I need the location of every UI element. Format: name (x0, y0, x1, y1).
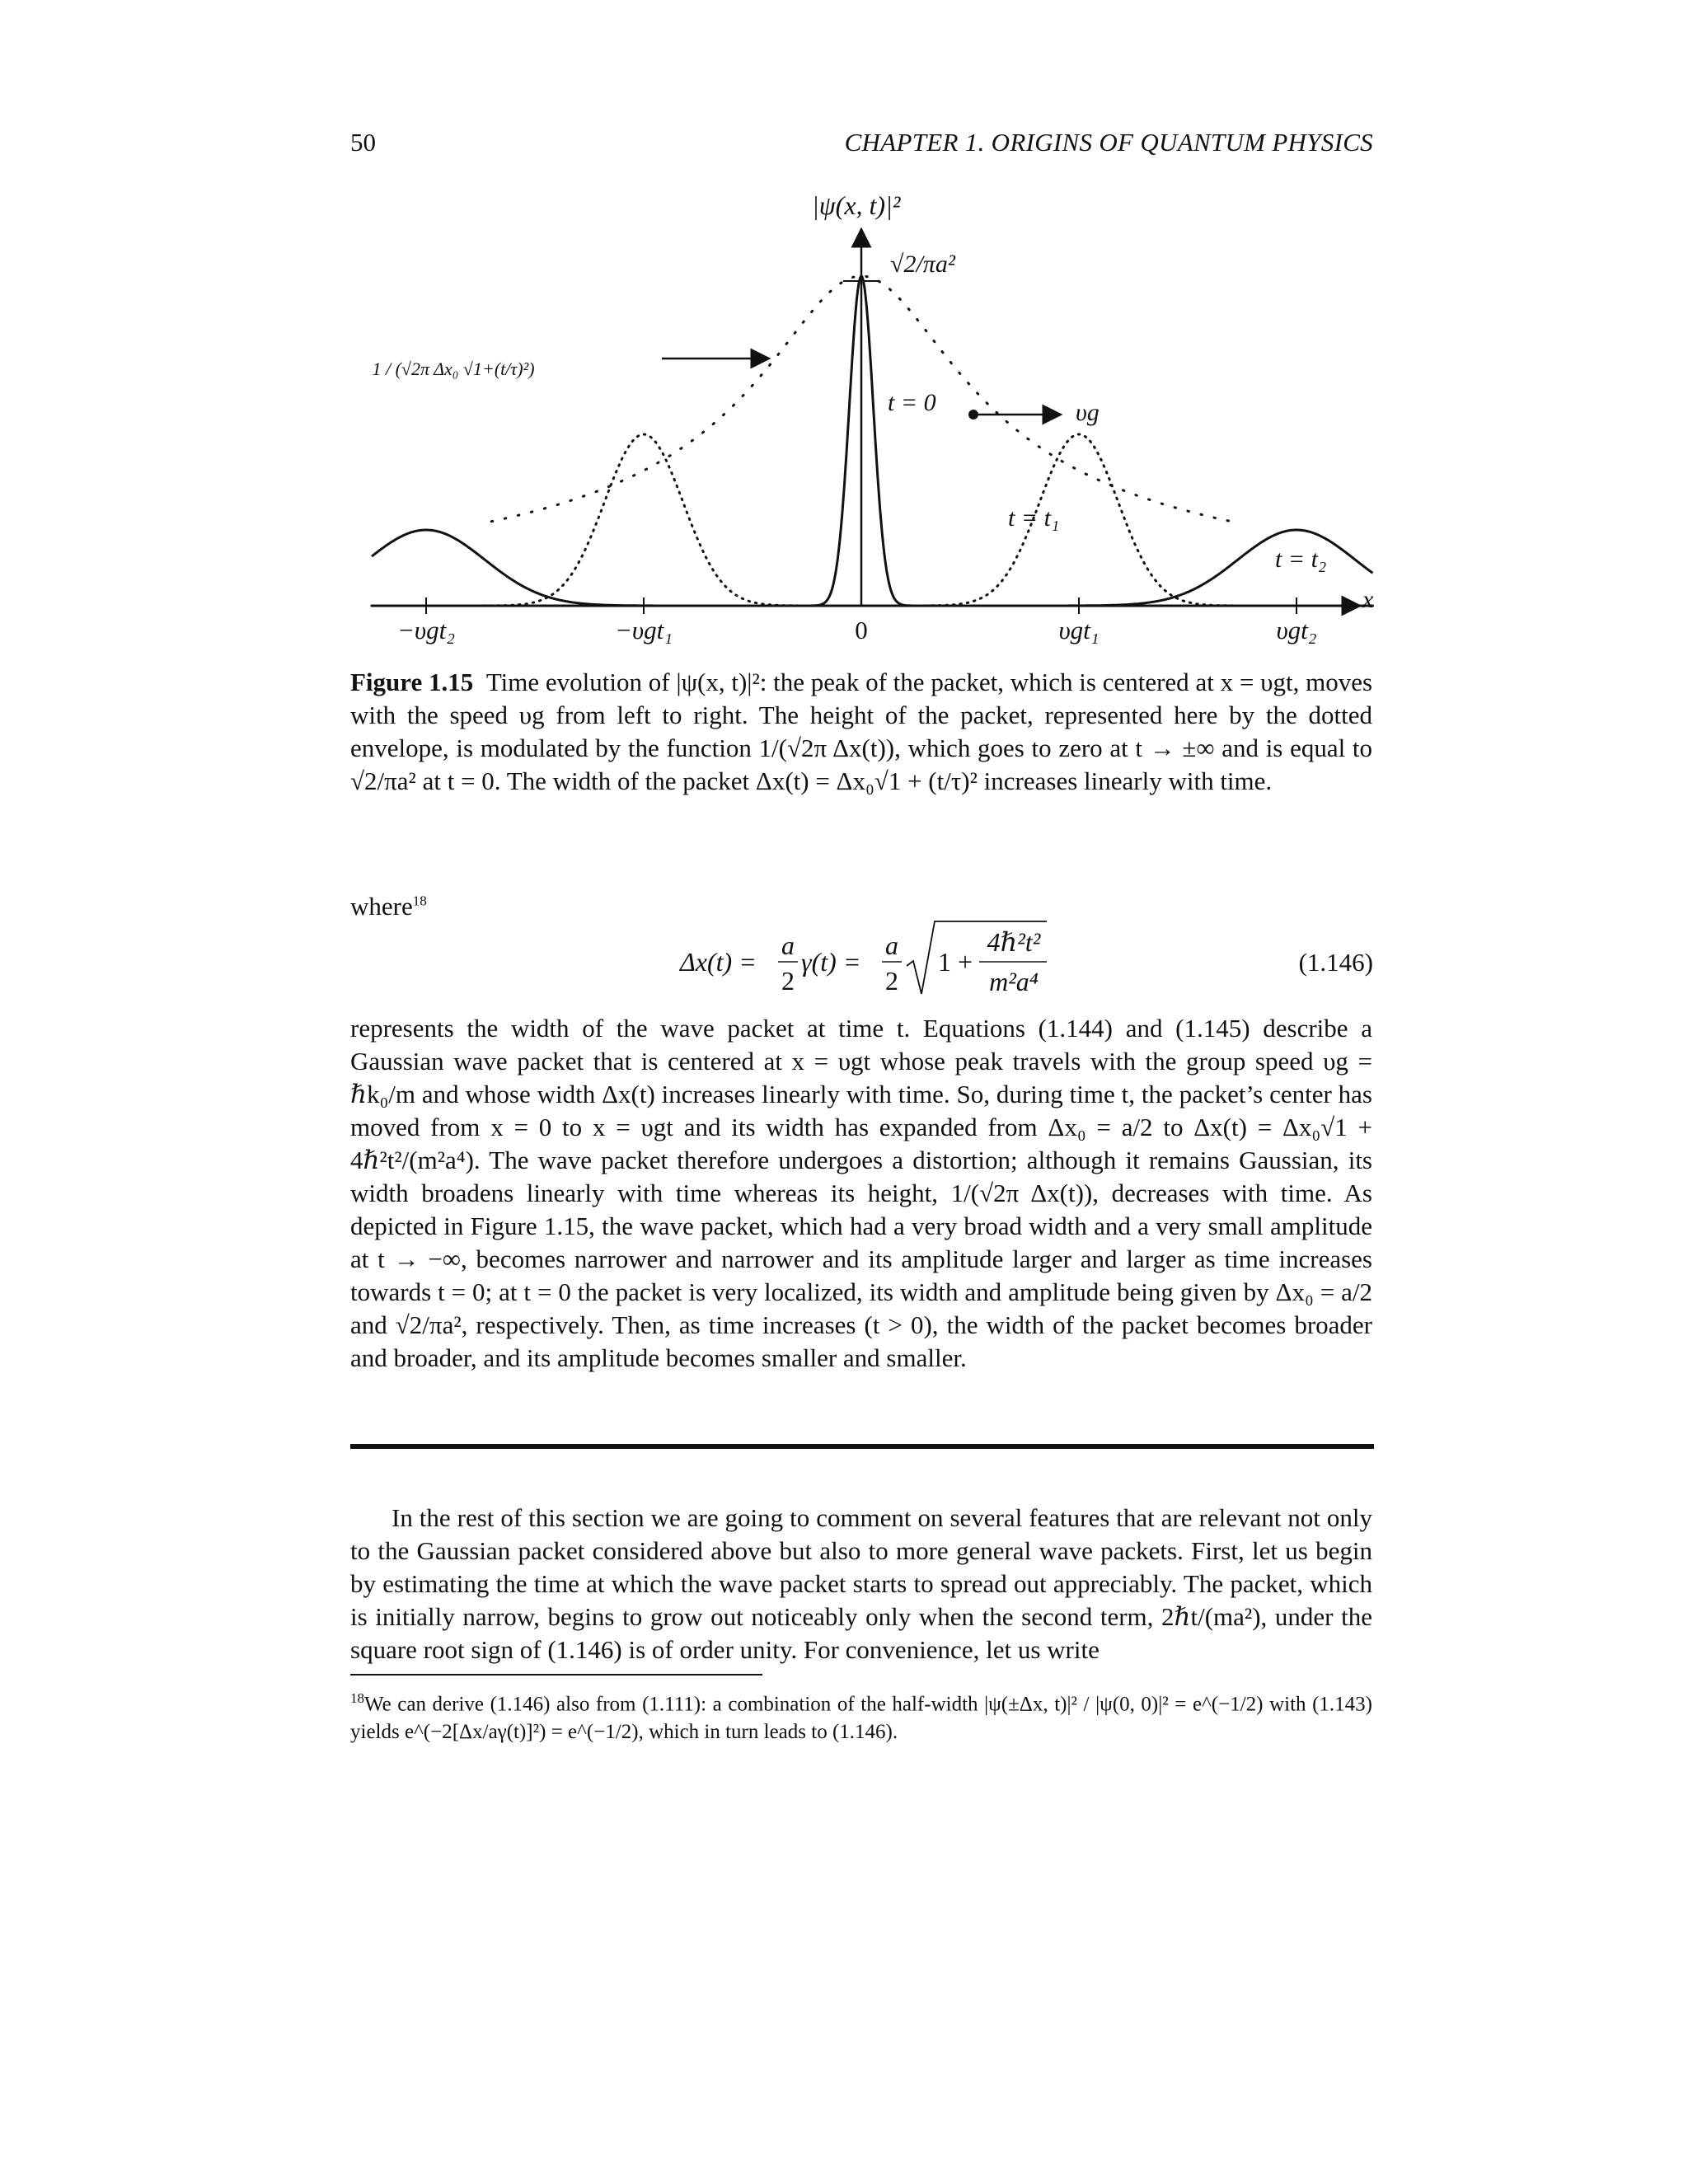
x-tick-label-4: υgt₂ (1276, 616, 1317, 644)
x-axis-label: x (1362, 586, 1374, 613)
x-tick-label-3: υgt₁ (1058, 616, 1100, 644)
t1-label: t = t₁ (1008, 504, 1060, 532)
footnote-rule (350, 1674, 762, 1675)
x-tick-label-1: −υgt₁ (614, 616, 673, 644)
section-divider (350, 1444, 1374, 1449)
chapter-title: CHAPTER 1. ORIGINS OF QUANTUM PHYSICS (844, 128, 1373, 157)
wave-packet-plot (350, 181, 1376, 655)
curves-layer (372, 276, 1372, 606)
series-curve-1 (372, 434, 1372, 606)
equation-number: (1.146) (1298, 948, 1373, 977)
series-curve-0 (372, 276, 1372, 606)
footnote-18 (350, 1685, 1372, 1746)
vg-label: υg (1076, 399, 1100, 426)
eq-root-num: 4ℏ²t² (987, 927, 1041, 957)
where-line (350, 892, 427, 921)
caption-label: Figure 1.15 (350, 668, 474, 696)
paragraph-spreading: In the rest of this section we are going to comment on several features that are relevant not only to the Gaussian packet considered above but also to more general wave packets. First, let us begin by estimating the time at which the wave packet starts to spread out appreciably. The packet, which is initially narrow, begins to grow out noticeably only when the second term, 2ℏt/(ma²), under the square root sign of (1.146) is of order unity. For convenience, let us write (350, 1503, 1372, 1664)
where-text: where (350, 892, 413, 921)
eq-frac-b-num: a (885, 930, 898, 960)
eq-root-den: m²a⁴ (989, 967, 1039, 996)
x-tick-label-0: −υgt₂ (396, 616, 456, 644)
t0-label: t = 0 (888, 389, 936, 416)
eq-frac-b-den: 2 (885, 966, 898, 996)
eq-frac-a-den: 2 (781, 966, 795, 996)
series-curve-3 (372, 530, 1372, 606)
page-number: 50 (350, 128, 376, 157)
envelope-label: 1 / (√2π Δx₀ √1+(t/τ)²) (372, 359, 535, 379)
t2-label: t = t₂ (1275, 546, 1327, 573)
footnote-text: We can derive (1.146) also from (1.111): a combination of the half-width |ψ(±Δx, t)|² / |ψ(0, 0)|² = e^(−1/2) with (1.143) yields e^(−2[Δx/aγ(t)]²) = e^(−1/2), which in turn leads to (1.146). (350, 1693, 1372, 1744)
eq-lhs: Δx(t) = (680, 947, 757, 977)
caption-text: Time evolution of |ψ(x, t)|²: the peak of the packet, which is centered at x = υgt, moves with the speed υg from left to right. The height of the packet, represented here by the dotted envelope, is modulated by the function 1/(√2π Δx(t)), which goes to zero at t → ±∞ and is equal to √2/πa² at t = 0. The width of the packet Δx(t) = Δx₀√1 + (t/τ)² increases linearly with time. (350, 668, 1373, 795)
equation-1-146 (676, 915, 1170, 1005)
peak-label: √2/πa² (890, 251, 955, 278)
paragraph-width-explanation: represents the width of the wave packet at time t. Equations (1.144) and (1.145) describe a Gaussian wave packet that is centered at x = υgt whose peak travels with the group speed υg = ℏk₀/m and whose width Δx(t) increases linearly with time. So, during time t, the packet’s center has moved from x = 0 to x = υgt and its width has expanded from Δx₀ = a/2 to Δx(t) = Δx₀√1 + 4ℏ²t²/(m²a⁴). The wave packet therefore undergoes a distortion; although it remains Gaussian, its width broadens linearly with time whereas its height, 1/(√2π Δx(t)), decreases with time. As depicted in Figure 1.15, the wave packet, which had a very broad width and a very small amplitude at t → −∞, becomes narrower and narrower and its amplitude larger and larger as time increases towards t = 0; at t = 0 the packet is very localized, its width and amplitude being given by Δx₀ = a/2 and √2/πa², respectively. Then, as time increases (t > 0), the width of the packet becomes broader and broader, and its amplitude becomes smaller and smaller. (350, 1014, 1372, 1372)
eq-gamma: γ(t) = (801, 947, 861, 977)
series-curve-4 (372, 530, 1372, 606)
eq-root-one: 1 + (938, 947, 973, 977)
eq-frac-a-num: a (781, 930, 795, 960)
figure-caption (350, 666, 1372, 798)
footnote-mark: 18 (350, 1690, 364, 1706)
x-tick-label-2: 0 (855, 616, 868, 644)
equation-svg (676, 915, 1170, 1005)
y-axis-label: |ψ(x, t)|² (812, 190, 901, 220)
figure-wave-packet (350, 181, 1376, 655)
where-footnote-mark: 18 (412, 893, 427, 909)
series-curve-2 (372, 434, 1372, 606)
